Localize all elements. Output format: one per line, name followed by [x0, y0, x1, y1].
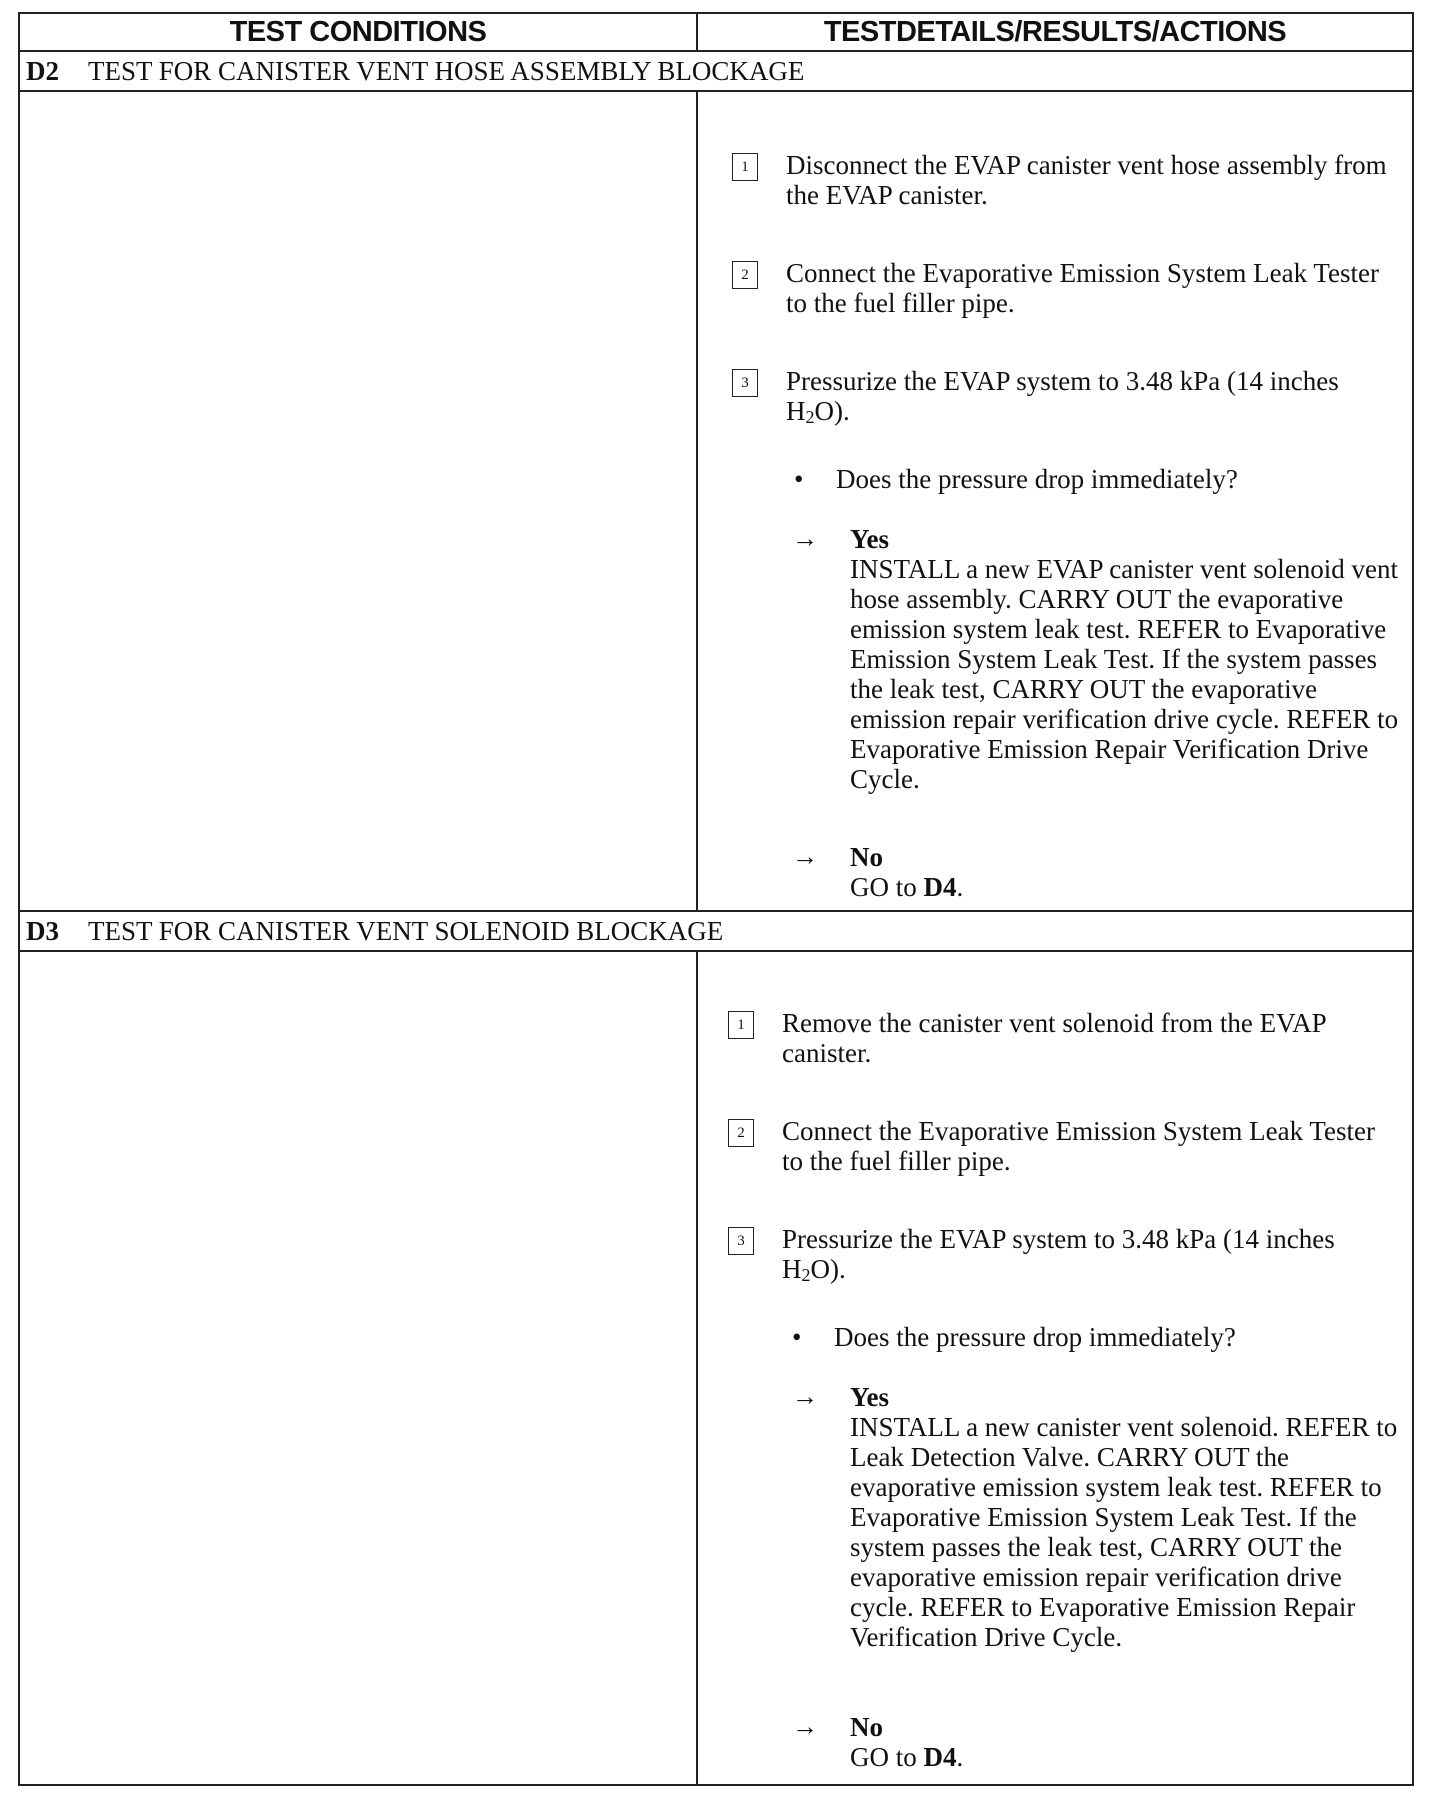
- no-answer: [786, 1712, 1410, 1772]
- question-line: [788, 1322, 1236, 1352]
- no-answer: [786, 842, 1410, 902]
- step-2: [728, 1116, 1402, 1176]
- section-d2-title: [20, 52, 1412, 90]
- step-number-box: 2: [728, 1119, 754, 1147]
- step-text: Pressurize the EVAP system to 3.48 kPa (14 inches $H_2O$).: [782, 1224, 1335, 1285]
- section-heading: TEST FOR CANISTER VENT SOLENOID BLOCKAGE: [88, 915, 724, 946]
- answer-body: [850, 524, 1410, 794]
- section-code: D3: [26, 915, 59, 946]
- answer-action: INSTALL a new EVAP canister vent solenoid vent hose assembly. CARRY OUT the evaporative emission system leak test. REFER to Evaporative Emission System Leak Test. If the system passes the leak test, CARRY OUT the evaporative emission repair verification drive cycle. REFER to Evaporative Emission Repair Verification Drive Cycle.: [850, 554, 1399, 794]
- answer-body: [850, 1382, 1410, 1652]
- step-text: Connect the Evaporative Emission System Leak Tester to the fuel filler pipe.: [782, 1116, 1375, 1176]
- step-1: [728, 1008, 1402, 1068]
- bullet-dot-icon: •: [792, 1322, 802, 1352]
- step-number-box: 3: [728, 1227, 754, 1255]
- test-conditions-header: TEST CONDITIONS: [229, 15, 487, 48]
- right-arrow-icon: →: [792, 842, 818, 871]
- step-number-box: 3: [732, 369, 758, 397]
- question-line: [790, 464, 1238, 494]
- step-text: Connect the Evaporative Emission System Leak Tester to the fuel filler pipe.: [786, 258, 1379, 318]
- question-text: Does the pressure drop immediately?: [834, 1322, 1236, 1352]
- diagnostic-table: [18, 12, 1414, 1786]
- answer-label: No: [850, 1712, 883, 1742]
- question-text: Does the pressure drop immediately?: [836, 464, 1238, 494]
- go-to-target: D4: [923, 872, 957, 902]
- column-divider: [696, 92, 698, 910]
- answer-action: GO to D4.: [850, 1742, 964, 1772]
- section-d2-details: [714, 92, 1412, 910]
- step-text: Pressurize the EVAP system to 3.48 kPa (14 inches $H_2O$).: [786, 366, 1339, 427]
- column-divider: [696, 952, 698, 1784]
- test-details-header: TESTDETAILS/RESULTS/ACTIONS: [823, 15, 1287, 48]
- answer-label: No: [850, 842, 883, 872]
- step-3: [728, 1224, 1402, 1284]
- answer-body: [850, 1712, 1410, 1772]
- bullet-dot-icon: •: [794, 464, 804, 494]
- answer-action: GO to D4.: [850, 872, 964, 902]
- step-number-box: 2: [732, 261, 758, 289]
- right-arrow-icon: →: [792, 1712, 818, 1741]
- go-to-target: D4: [923, 1742, 957, 1772]
- answer-action: INSTALL a new canister vent solenoid. REFER to Leak Detection Valve. CARRY OUT the evaporative emission system leak test. REFER to Evaporative Emission System Leak Test. If the system passes the leak test, CARRY OUT the evaporative emission repair verification drive cycle. REFER to Evaporative Emission Repair Verification Drive Cycle.: [850, 1412, 1398, 1652]
- answer-body: [850, 842, 1410, 902]
- step-3: [732, 366, 1406, 426]
- section-code: D2: [26, 55, 59, 86]
- section-d3-title: [20, 912, 1412, 950]
- section-d3-details: [714, 952, 1412, 1784]
- yes-answer: [786, 524, 1410, 794]
- right-arrow-icon: →: [792, 524, 818, 553]
- answer-label: Yes: [850, 524, 889, 554]
- step-text: Disconnect the EVAP canister vent hose assembly from the EVAP canister.: [786, 150, 1387, 210]
- right-arrow-icon: →: [792, 1382, 818, 1411]
- step-1: [732, 150, 1406, 210]
- answer-label: Yes: [850, 1382, 889, 1412]
- step-text: Remove the canister vent solenoid from the EVAP canister.: [782, 1008, 1326, 1068]
- step-number-box: 1: [728, 1011, 754, 1039]
- step-number-box: 1: [732, 153, 758, 181]
- step-2: [732, 258, 1406, 318]
- section-heading: TEST FOR CANISTER VENT HOSE ASSEMBLY BLOCKAGE: [88, 55, 805, 86]
- yes-answer: [786, 1382, 1410, 1652]
